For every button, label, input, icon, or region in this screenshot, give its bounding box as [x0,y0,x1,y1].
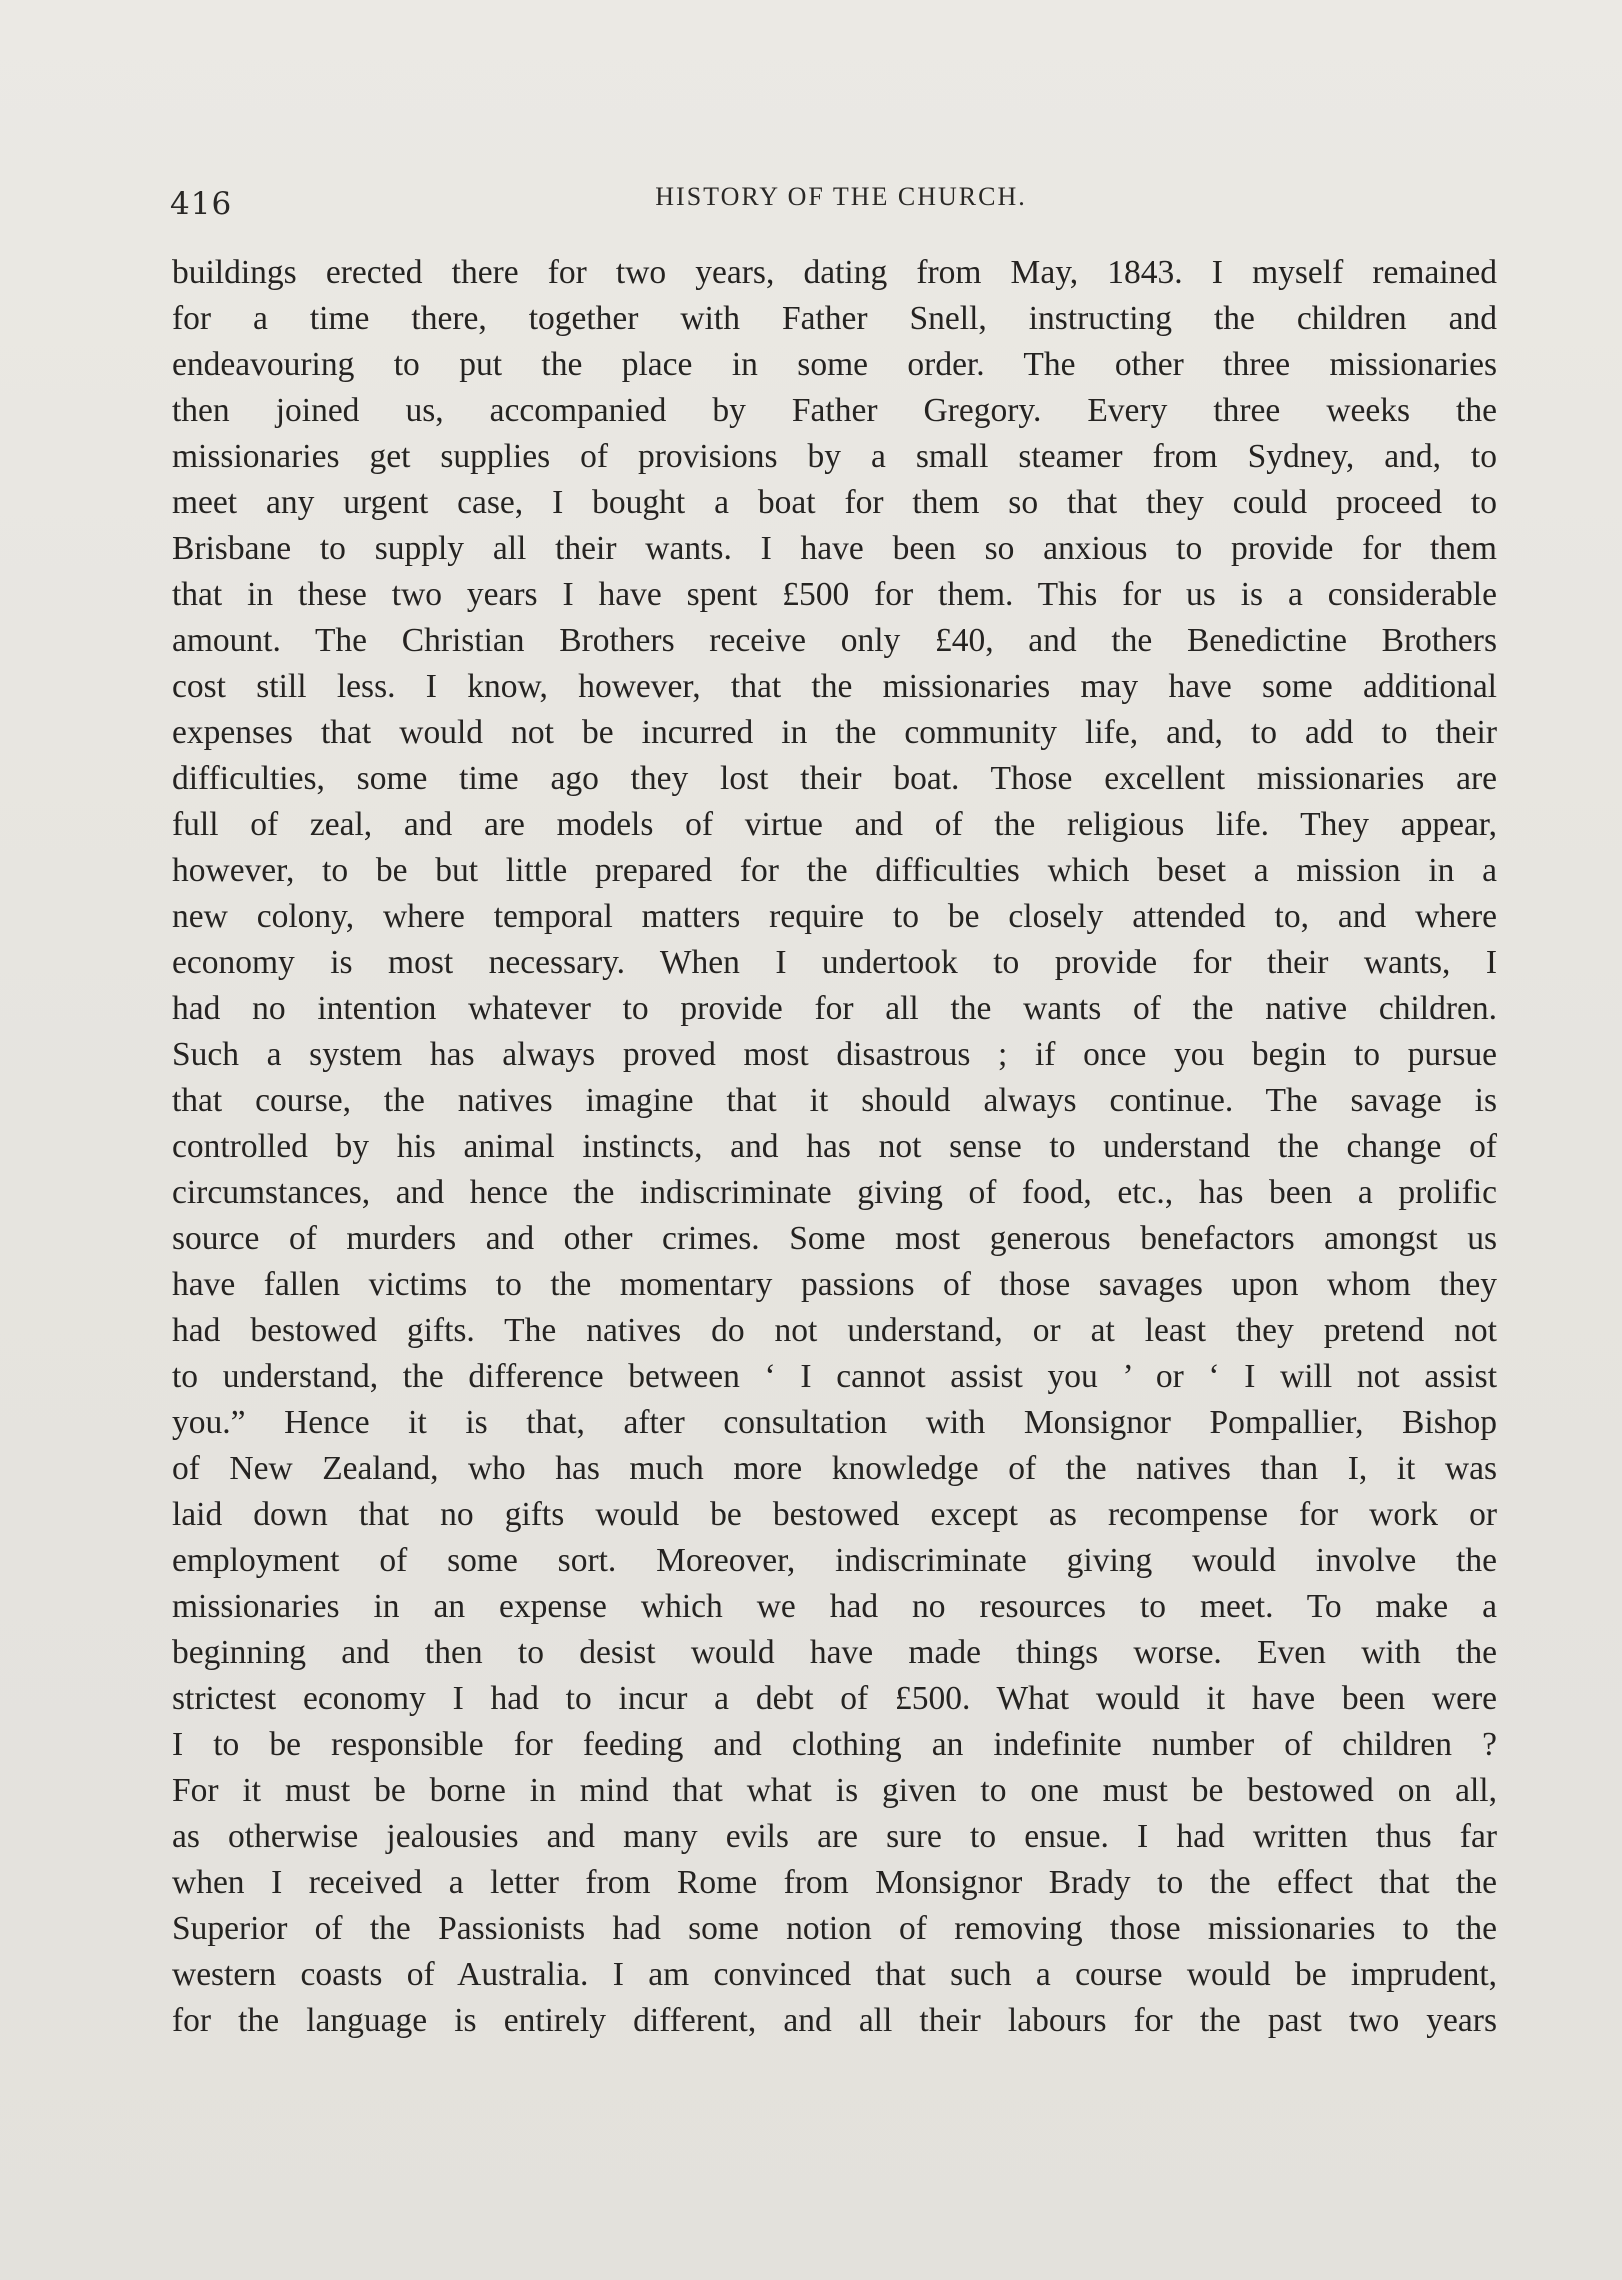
text-line: then joined us, accompanied by Father Gregory. Every three weeks the [172,392,1497,429]
text-line: missionaries get supplies of provisions by a small steamer from Sydney, and, to [172,438,1497,475]
body-text [172,250,1497,2044]
text-line: Superior of the Passionists had some notion of removing those missionaries to the [172,1910,1497,1947]
text-line: to understand, the difference between ‘ I cannot assist you ’ or ‘ I will not assist [172,1358,1497,1395]
text-line: difficulties, some time ago they lost their boat. Those excellent missionaries are [172,760,1497,797]
text-line: Brisbane to supply all their wants. I have been so anxious to provide for them [172,530,1497,567]
text-line: I to be responsible for feeding and clothing an indefinite number of children ? [172,1726,1497,1763]
text-line: however, to be but little prepared for the difficulties which beset a mission in a [172,852,1497,889]
text-line: you.” Hence it is that, after consultation with Monsignor Pompallier, Bishop [172,1404,1497,1441]
text-line: had no intention whatever to provide for all the wants of the native children. [172,990,1497,1027]
text-line: Such a system has always proved most disastrous ; if once you begin to pursue [172,1036,1497,1073]
running-title: HISTORY OF THE CHURCH. [655,182,1027,211]
text-line: strictest economy I had to incur a debt of £500. What would it have been were [172,1680,1497,1717]
text-line: economy is most necessary. When I undertook to provide for their wants, I [172,944,1497,981]
text-line: buildings erected there for two years, dating from May, 1843. I myself remained [172,254,1497,291]
text-line: expenses that would not be incurred in the community life, and, to add to their [172,714,1497,751]
text-line: endeavouring to put the place in some order. The other three missionaries [172,346,1497,383]
text-line: beginning and then to desist would have made things worse. Even with the [172,1634,1497,1671]
text-line: meet any urgent case, I bought a boat for them so that they could proceed to [172,484,1497,521]
text-line: for a time there, together with Father Snell, instructing the children and [172,300,1497,337]
text-line: have fallen victims to the momentary passions of those savages upon whom they [172,1266,1497,1303]
text-line: of New Zealand, who has much more knowledge of the natives than I, it was [172,1450,1497,1487]
text-line: circumstances, and hence the indiscriminate giving of food, etc., has been a prolific [172,1174,1497,1211]
text-line: for the language is entirely different, and all their labours for the past two years [172,2002,1497,2039]
text-line: new colony, where temporal matters require to be closely attended to, and where [172,898,1497,935]
text-line: that course, the natives imagine that it should always continue. The savage is [172,1082,1497,1119]
text-line: laid down that no gifts would be bestowed except as recompense for work or [172,1496,1497,1533]
text-line: had bestowed gifts. The natives do not understand, or at least they pretend not [172,1312,1497,1349]
text-line: that in these two years I have spent £500 for them. This for us is a considerable [172,576,1497,613]
text-line: cost still less. I know, however, that the missionaries may have some additional [172,668,1497,705]
text-line: missionaries in an expense which we had no resources to meet. To make a [172,1588,1497,1625]
page-number: 416 [170,186,233,222]
text-line: western coasts of Australia. I am convinced that such a course would be imprudent, [172,1956,1497,1993]
text-line: employment of some sort. Moreover, indiscriminate giving would involve the [172,1542,1497,1579]
text-line: amount. The Christian Brothers receive only £40, and the Benedictine Brothers [172,622,1497,659]
text-line: as otherwise jealousies and many evils are sure to ensue. I had written thus far [172,1818,1497,1855]
text-line: when I received a letter from Rome from Monsignor Brady to the effect that the [172,1864,1497,1901]
text-line: controlled by his animal instincts, and has not sense to understand the change of [172,1128,1497,1165]
text-line: source of murders and other crimes. Some most generous benefactors amongst us [172,1220,1497,1257]
text-line: full of zeal, and are models of virtue and of the religious life. They appear, [172,806,1497,843]
text-line: For it must be borne in mind that what is given to one must be bestowed on all, [172,1772,1497,1809]
